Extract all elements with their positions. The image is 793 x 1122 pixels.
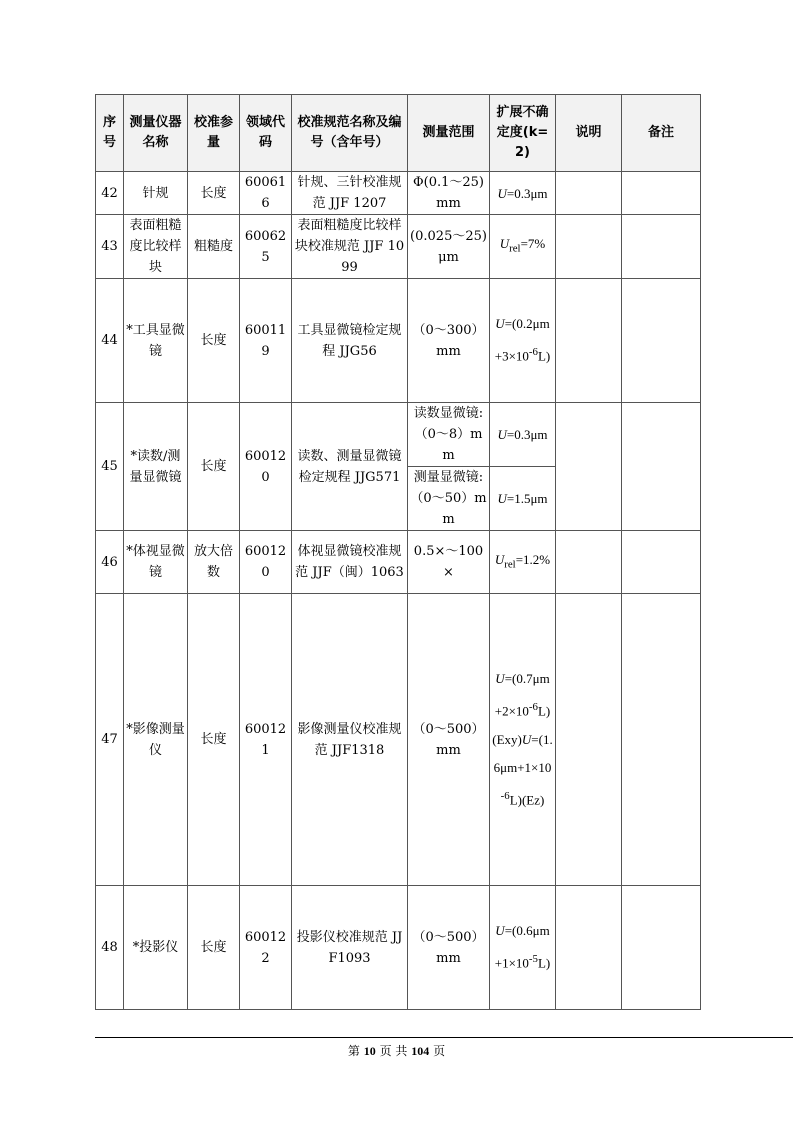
cell-parameter: 放大倍数 — [188, 531, 240, 594]
uncertainty-subscript: rel — [509, 242, 521, 255]
cell-spec: 表面粗糙度比较样块校准规范 JJF 1099 — [292, 215, 408, 279]
uncertainty-symbol: U — [494, 551, 505, 567]
cell-instrument: *影像测量仪 — [124, 594, 188, 886]
cell-uncertainty — [490, 594, 556, 886]
footer-page-number: 10 — [363, 1044, 376, 1058]
cell-instrument: 表面粗糙度比较样块 — [124, 215, 188, 279]
cell-domain-code: 600119 — [240, 279, 292, 403]
uncertainty-value: =0.3μm — [506, 185, 548, 201]
cell-uncertainty — [490, 886, 556, 1010]
header-description: 说明 — [556, 95, 622, 172]
uncertainty-value: =(0.6μm+1×10 — [494, 923, 550, 971]
cell-range: Φ(0.1～25)mm — [408, 172, 490, 215]
cell-description — [556, 886, 622, 1010]
cell-remark — [622, 172, 701, 215]
footer-prefix: 第 — [347, 1044, 360, 1058]
table-row — [96, 279, 701, 403]
uncertainty-symbol: U — [499, 236, 510, 252]
cell-spec: 影像测量仪校准规范 JJF1318 — [292, 594, 408, 886]
uncertainty-symbol: U — [495, 923, 505, 939]
header-remark: 备注 — [622, 95, 701, 172]
cell-range: 0.5×～100× — [408, 531, 490, 594]
table-row — [96, 594, 701, 886]
cell-range: （0～500）mm — [408, 594, 490, 886]
cell-remark — [622, 279, 701, 403]
header-instrument: 测量仪器名称 — [124, 95, 188, 172]
cell-uncertainty — [490, 172, 556, 215]
uncertainty-value: =(0.2μm+3×10 — [494, 316, 550, 364]
cell-domain-code: 600616 — [240, 172, 292, 215]
cell-description — [556, 531, 622, 594]
uncertainty-exponent: -5 — [528, 953, 538, 966]
cell-parameter: 长度 — [188, 279, 240, 403]
table-header-row — [96, 95, 701, 172]
cell-instrument: *体视显微镜 — [124, 531, 188, 594]
cell-spec: 投影仪校准规范 JJF1093 — [292, 886, 408, 1010]
cell-remark — [622, 531, 701, 594]
cell-spec: 工具显微镜检定规程 JJG56 — [292, 279, 408, 403]
cell-parameter: 长度 — [188, 172, 240, 215]
footer-suffix: 页 — [433, 1044, 446, 1058]
page-footer — [0, 1042, 793, 1059]
table-row — [96, 886, 701, 1010]
uncertainty-value: =1.5μm — [506, 491, 548, 506]
header-spec: 校准规范名称及编号（含年号） — [292, 95, 408, 172]
cell-instrument: 针规 — [124, 172, 188, 215]
cell-domain-code: 600121 — [240, 594, 292, 886]
uncertainty-end: L) — [537, 703, 551, 719]
uncertainty-exponent: -6 — [528, 701, 538, 714]
header-domain-code: 领域代码 — [240, 95, 292, 172]
uncertainty-value: =1.2% — [515, 551, 551, 567]
uncertainty-value: =7% — [520, 236, 546, 252]
cell-description — [556, 172, 622, 215]
footer-divider — [95, 1037, 793, 1038]
cell-description — [556, 403, 622, 531]
cell-seq: 42 — [96, 172, 124, 215]
table-row — [96, 172, 701, 215]
cell-range: （0～300）mm — [408, 279, 490, 403]
uncertainty-symbol: U — [497, 427, 507, 442]
cell-seq: 47 — [96, 594, 124, 886]
cell-uncertainty — [490, 279, 556, 403]
cell-seq: 45 — [96, 403, 124, 531]
cell-range: （0～500）mm — [408, 886, 490, 1010]
uncertainty-value: =(1.6μm+1×10 — [493, 731, 553, 775]
uncertainty-axis: (Ez) — [521, 791, 545, 807]
uncertainty-exponent: -6 — [528, 346, 538, 359]
cell-uncertainty — [490, 531, 556, 594]
cell-parameter: 粗糙度 — [188, 215, 240, 279]
cell-description — [556, 594, 622, 886]
cell-description — [556, 215, 622, 279]
cell-seq: 48 — [96, 886, 124, 1010]
cell-range: 测量显微镜:（0～50）mm — [408, 467, 490, 531]
uncertainty-symbol: U — [521, 731, 532, 747]
cell-remark — [622, 886, 701, 1010]
cell-remark — [622, 594, 701, 886]
cell-domain-code: 600120 — [240, 403, 292, 531]
uncertainty-symbol: U — [497, 491, 507, 506]
footer-middle: 页 共 — [379, 1044, 408, 1058]
cell-uncertainty — [490, 403, 556, 467]
table-row — [96, 531, 701, 594]
uncertainty-symbol: U — [497, 185, 507, 201]
table-row — [96, 403, 701, 467]
cell-instrument: *读数/测量显微镜 — [124, 403, 188, 531]
uncertainty-subscript: rel — [504, 558, 516, 571]
cell-seq: 46 — [96, 531, 124, 594]
cell-domain-code: 600625 — [240, 215, 292, 279]
uncertainty-value: =0.3μm — [506, 427, 548, 442]
uncertainty-symbol: U — [495, 671, 505, 687]
table-row — [96, 215, 701, 279]
cell-spec: 读数、测量显微镜检定规程 JJG571 — [292, 403, 408, 531]
header-uncertainty: 扩展不确定度(k=2) — [490, 95, 556, 172]
header-seq: 序号 — [96, 95, 124, 172]
cell-description — [556, 279, 622, 403]
uncertainty-end: L) — [537, 348, 551, 364]
cell-seq: 44 — [96, 279, 124, 403]
cell-instrument: *工具显微镜 — [124, 279, 188, 403]
cell-range: (0.025～25)μm — [408, 215, 490, 279]
uncertainty-value: =(0.7μm+2×10 — [494, 671, 550, 719]
cell-spec: 体视显微镜校准规范 JJF（闽）1063 — [292, 531, 408, 594]
header-range: 测量范围 — [408, 95, 490, 172]
uncertainty-symbol: U — [495, 316, 505, 332]
calibration-table — [95, 94, 701, 1010]
uncertainty-end: L) — [509, 791, 522, 807]
cell-remark — [622, 403, 701, 531]
footer-total-pages: 104 — [411, 1044, 430, 1058]
cell-parameter: 长度 — [188, 886, 240, 1010]
cell-range: 读数显微镜:（0～8）mm — [408, 403, 490, 467]
uncertainty-end: L) — [537, 955, 551, 971]
cell-domain-code: 600122 — [240, 886, 292, 1010]
cell-uncertainty — [490, 467, 556, 531]
cell-seq: 43 — [96, 215, 124, 279]
cell-spec: 针规、三针校准规范 JJF 1207 — [292, 172, 408, 215]
cell-parameter: 长度 — [188, 594, 240, 886]
cell-uncertainty — [490, 215, 556, 279]
uncertainty-exponent: -6 — [500, 789, 510, 802]
header-parameter: 校准参量 — [188, 95, 240, 172]
cell-parameter: 长度 — [188, 403, 240, 531]
cell-domain-code: 600120 — [240, 531, 292, 594]
cell-instrument: *投影仪 — [124, 886, 188, 1010]
uncertainty-axis: (Exy) — [492, 731, 522, 747]
cell-remark — [622, 215, 701, 279]
